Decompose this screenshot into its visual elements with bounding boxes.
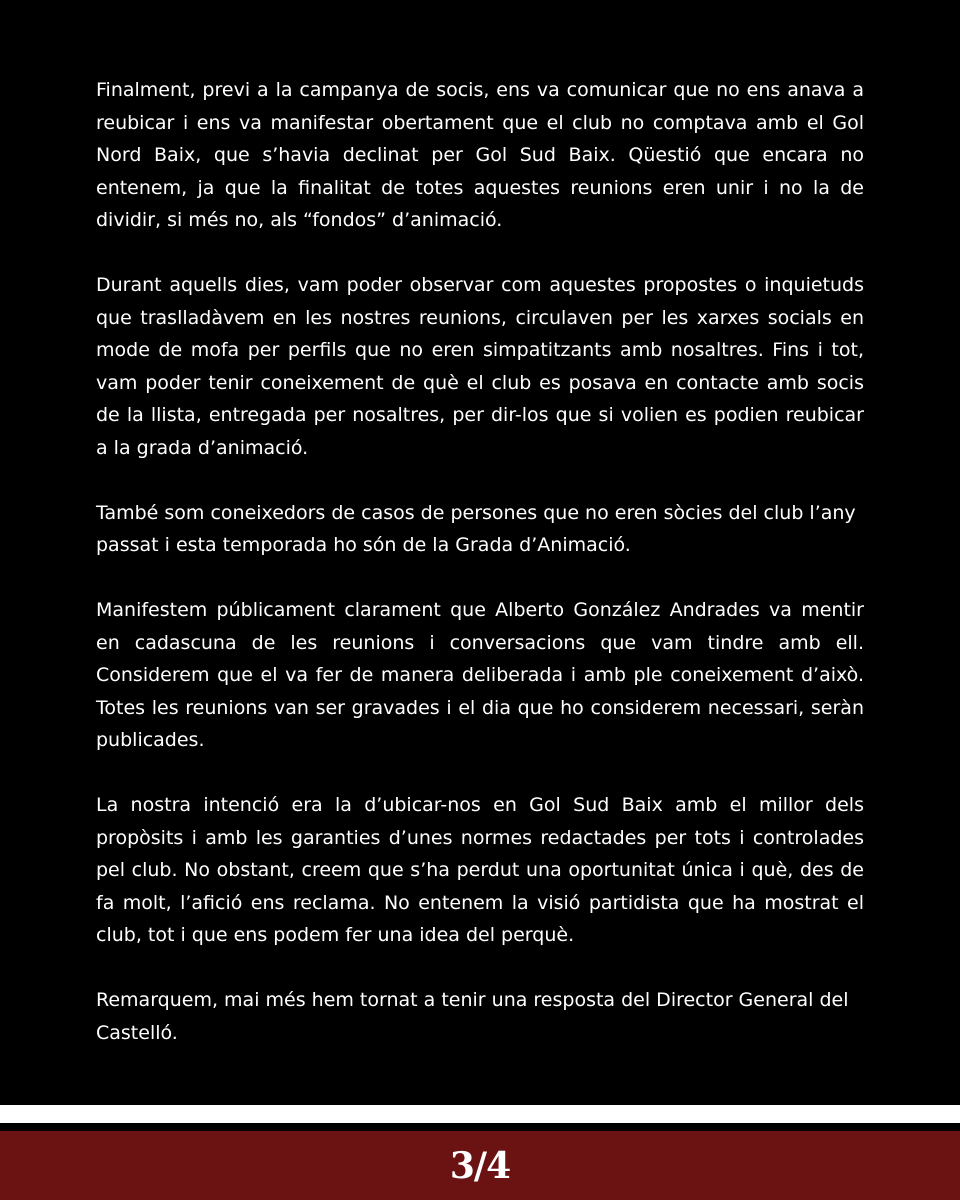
paragraph-5: La nostra intenció era la d’ubicar-nos en Gol Sud Baix amb el millor dels propòsits i amb les garanties d’unes normes redactades per tots i controlades pel club. No obstant, creem que s’ha perdut una oportunitat única i què, des de fa molt, l’afició ens reclama. No entenem la visió partidista que ha mostrat el club, tot i que ens podem fer una idea del perquè.	[96, 794, 864, 946]
white-stripe-divider	[0, 1105, 960, 1123]
statement-body	[96, 74, 864, 1082]
paragraph-3: També som coneixedors de casos de persones que no eren sòcies del club l’any passat i esta temporada ho són de la Grada d’Animació.	[96, 501, 856, 556]
paragraph-6: Remarquem, mai més hem tornat a tenir una resposta del Director General del Castelló.	[96, 989, 849, 1044]
paragraph-2: Durant aquells dies, vam poder observar com aquestes propostes o inquietuds que traslladàvem en les nostres reunions, circulaven per les xarxes socials en mode de mofa per perfils que no eren simpatitzants amb nosaltres. Fins i tot, vam poder tenir coneixement de què el club es posava en contacte amb socis de la llista, entregada per nosaltres, per dir-los que si volien es podien reubicar a la grada d’animació.	[96, 274, 864, 459]
black-stripe-divider	[0, 1123, 960, 1131]
paragraph-4: Manifestem públicament clarament que Alberto González Andrades va mentir en cadascuna de les reunions i conversacions que vam tindre amb ell. Considerem que el va fer de manera deliberada i amb ple coneixement d’això. Totes les reunions van ser gravades i el dia que ho considerem necessari, seràn publicades.	[96, 599, 864, 751]
footer-band	[0, 1131, 960, 1200]
paragraph-1: Finalment, previ a la campanya de socis, ens va comunicar que no ens anava a reubicar i ens va manifestar obertament que el club no comptava amb el Gol Nord Baix, que s’havia declinat per Gol Sud Baix. Qüestió que encara no entenem, ja que la finalitat de totes aquestes reunions eren unir i no la de dividir, si més no, als “fondos” d’animació.	[96, 79, 864, 231]
page-number: 3/4	[449, 1144, 511, 1187]
